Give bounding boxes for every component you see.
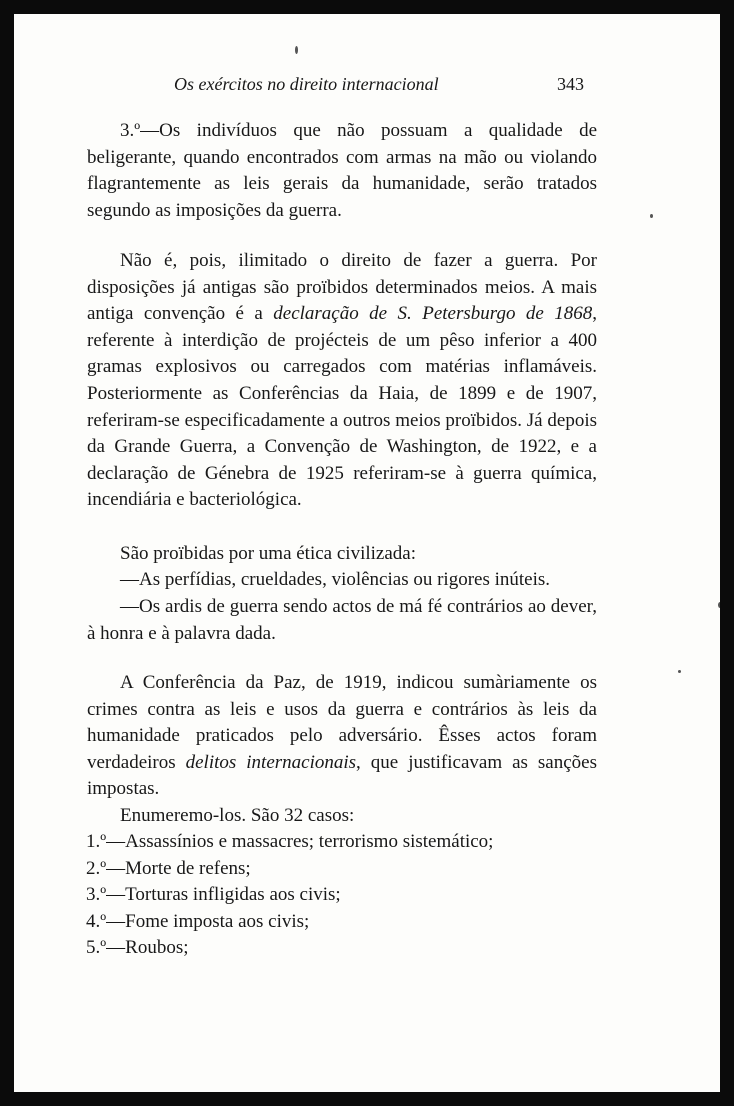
text-run: , referente à interdição de projécteis de um pêso inferior a 400 gramas explosivos ou carregados com matérias inflamáveis. Posteriormente as Conferências da Haia, de 1899 e de 1907, referiram-se especificadamente a outros meios proïbidos. Já depois da Grande Guerra, a Convenção de Washington, de 1922, e a declaração de Génebra de 1925 referiram-se à guerra química, incendiária e bacteriológica. xyxy=(87,303,597,511)
list-item: 2.º—Morte de refens; xyxy=(86,857,251,879)
running-header xyxy=(174,74,584,98)
text-run: A Conferência da Paz, de 1919, indicou sumàriamente os crimes contra as leis e usos da guerra e contrários às leis da humanidade praticados pelo adversário. Êsses actos foram verdadeiros xyxy=(87,672,597,773)
paper-speck xyxy=(295,46,298,54)
paragraph-p7 xyxy=(87,803,597,830)
text-run: —As perfídias, crueldades, violências ou rigores inúteis. xyxy=(120,569,551,590)
paragraph-p1 xyxy=(87,118,597,224)
text-run: , que justificavam as sanções impostas. xyxy=(87,751,597,800)
page-number: 343 xyxy=(557,74,584,94)
paragraph-p2 xyxy=(87,248,597,514)
paper-speck xyxy=(718,602,720,608)
paragraph-p4 xyxy=(87,567,597,594)
cases-list xyxy=(86,829,606,962)
paragraph-p6 xyxy=(87,670,597,803)
text-run: São proïbidas por uma ética civilizada: xyxy=(120,543,416,564)
text-run: 3.º—Os indivíduos que não possuam a qualidade de beligerante, quando encontrados com armas na mão ou violando flagrantemente as leis gerais da humanidade, serão tratados segundo as imposições da guerra. xyxy=(87,120,597,221)
italic-phrase: declaração de S. Petersburgo de 1868 xyxy=(273,303,593,325)
list-item: 1.º—Assassínios e massacres; terrorismo sistemático; xyxy=(86,831,494,852)
text-run: Não é, pois, ilimitado o direito de fazer a guerra. Por disposições já antigas são proïbidos determinados meios. A mais antiga convenção é a xyxy=(87,250,597,325)
paper-speck xyxy=(650,214,653,218)
list-item: 5.º—Roubos; xyxy=(86,937,189,959)
paragraph-p5 xyxy=(87,594,597,647)
book-page xyxy=(14,14,720,1092)
text-run: Enumeremo-los. São 32 casos: xyxy=(120,805,355,826)
paragraph-p3 xyxy=(87,541,597,568)
running-title: Os exércitos no direito internacional xyxy=(174,74,439,94)
list-item: 3.º—Torturas infligidas aos civis; xyxy=(86,884,341,906)
text-run: —Os ardis de guerra sendo actos de má fé contrários ao dever, à honra e à palavra dada. xyxy=(87,596,597,644)
paper-speck xyxy=(678,670,681,673)
italic-phrase: delitos internacionais xyxy=(185,751,357,773)
list-item: 4.º—Fome imposta aos civis; xyxy=(86,910,310,932)
